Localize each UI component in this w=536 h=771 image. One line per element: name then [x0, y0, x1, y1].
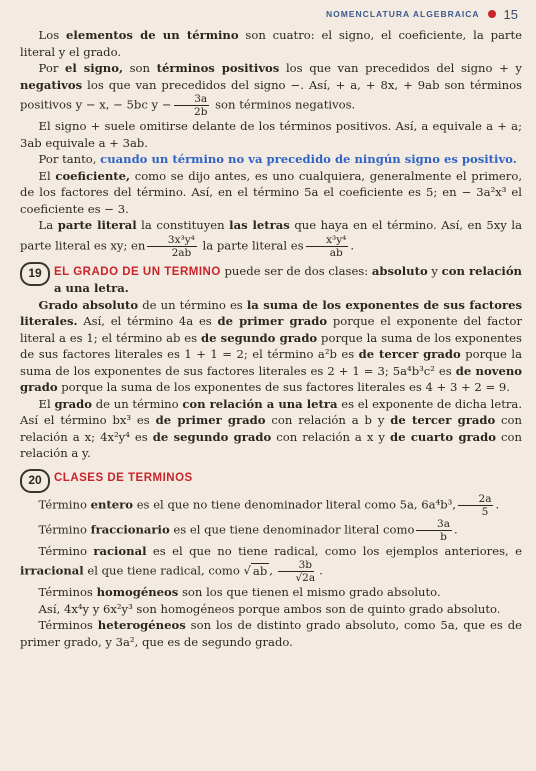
- paragraph-absolute-degree: Grado absoluto de un término es la suma de los exponentes de sus factores literales. Así, el término 4a es de primer grado porque el exponente del factor literal a es 1; el término ab es de segundo grado porque la suma de los exponentes de sus factores literales es 1 + 1 = 2; el término a²b es de tercer grado porque la suma de los exponentes de sus factores literales es 2 + 1 = 3; 5a⁴b³c² es de noveno grado porque la suma de los exponentes de sus factores literales es 4 + 3 + 2 = 9.: [20, 297, 522, 394]
- paragraph-fractional-term: Término fraccionario es el que tiene denominador literal como $\frac{3a}{b}$ .: [38, 517, 458, 543]
- fraction: $\frac{2a}{5}$: [458, 493, 494, 518]
- paragraph-rational-term: Término racional es el que no tiene radical, como los ejemplos anteriores, e irracional el que tiene radical, como √ ab , $\frac{3b}{√2a}$ .: [20, 543, 522, 584]
- running-title: NOMENCLATURA ALGEBRAICA: [326, 9, 480, 19]
- paragraph-homogeneous: Términos homogéneos son los que tienen el mismo grado absoluto.: [38, 585, 441, 599]
- paragraph-coefficient: El coeficiente, como se dijo antes, es uno cualquiera, generalmente el primero, de los factores del término. Así, en el término 5a el coeficiente es 5; en − 3a²x³ el coeficiente es − 3.: [20, 168, 523, 216]
- paragraph-heterogeneous: Términos heterogéneos son los de distinto grado absoluto, como 5a, que es de primer grado, y 3a², que es de segundo grado.: [20, 618, 522, 649]
- section-19: 19 EL GRADO DE UN TERMINO puede ser de dos clases: absoluto y con relación a una letra.: [20, 263, 522, 297]
- red-dot-icon: [488, 10, 496, 18]
- paragraph-literal-part: La parte literal la constituyen las letras que haya en el término. Así, en 5xy la parte literal es xy; en $\frac{\text{3x³y⁴}}{2ab}$ la parte literal es $\frac{\text{x³y⁴}}{ab}$ .: [20, 218, 523, 259]
- section-number: 19: [20, 262, 50, 286]
- paragraph-sign: Por el signo, son términos positivos los que van precedidos del signo + y negativos los que van precedidos del signo −. Así, + a, + 8x, + 9ab son términos positivos y − x, − 5bc y − $\frac{3a}{2b}$ son términos negativos.: [20, 61, 522, 118]
- paragraph-relative-degree: El grado de un término con relación a una letra es el exponente de dicha letra. Así el término bx³ es de primer grado con relación a b y de tercer grado con relación a x; 4x²y⁴ es de segundo grado con relación a x y de cuarto grado con relación a y.: [20, 396, 523, 460]
- section-20: [20, 470, 522, 493]
- paragraph-integer-term: Término entero es el que no tiene denominador literal como 5a, 6a⁴b³, $\frac{2a}{5}$ .: [38, 492, 500, 518]
- paragraph-homogeneous-example: Así, 4x⁴y y 6x²y³ son homogéneos porque ambos son de quinto grado absoluto.: [38, 601, 501, 616]
- paragraph-elements: Los elementos de un término son cuatro: el signo, el coeficiente, la parte literal y el grado.: [20, 28, 522, 59]
- page-header: [326, 5, 518, 23]
- section-number: 20: [20, 469, 50, 493]
- fraction: $\frac{\text{x³y⁴}}{ab}$: [306, 234, 349, 259]
- fraction: $\frac{3a}{b}$: [416, 518, 452, 543]
- page-number: 15: [503, 6, 518, 22]
- fraction: $\frac{3a}{2b}$: [173, 93, 209, 118]
- page-body: [20, 27, 522, 650]
- paragraph-no-sign: Por tanto, cuando un término no va precedido de ningún signo es positivo.: [38, 152, 517, 166]
- section-title: EL GRADO DE UN TERMINO: [54, 265, 221, 278]
- fraction: $\frac{3b}{√2a}$: [275, 559, 317, 584]
- fraction: $\frac{\text{3x³y⁴}}{2ab}$: [147, 234, 197, 259]
- section-title: CLASES DE TERMINOS: [54, 471, 193, 484]
- paragraph-plus-omit: El signo + suele omitirse delante de los términos positivos. Así, a equivale a + a; 3ab equivale a + 3ab.: [20, 119, 522, 150]
